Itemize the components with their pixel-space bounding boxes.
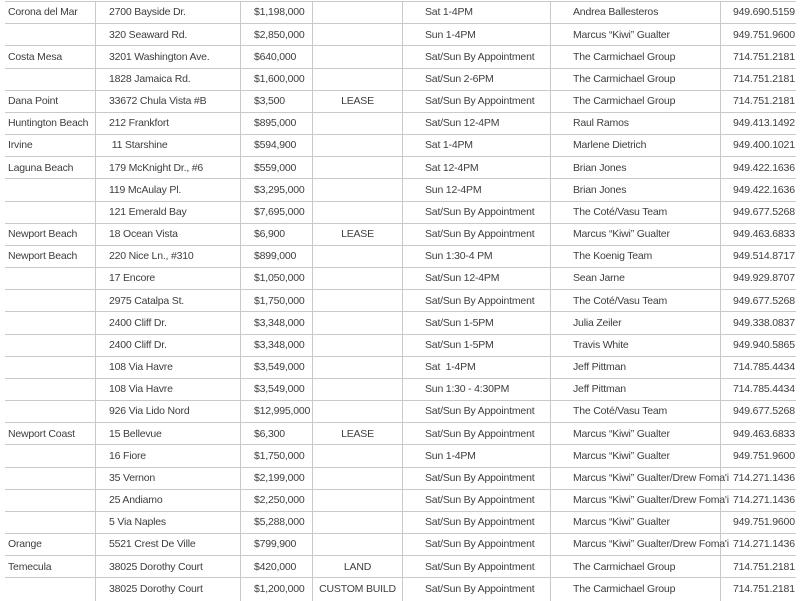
city-cell	[5, 179, 95, 200]
table-row	[5, 490, 796, 512]
price-cell: $1,750,000	[240, 445, 312, 466]
agent-cell: The Carmichael Group	[550, 578, 720, 600]
type-cell	[312, 534, 402, 555]
address-cell: 2400 Cliff Dr.	[95, 335, 240, 356]
type-cell	[312, 490, 402, 511]
table-row	[5, 534, 796, 556]
times-cell: Sat/Sun By Appointment	[402, 468, 550, 489]
phone-cell: 949.929.8707	[720, 268, 796, 289]
times-cell: Sat/Sun By Appointment	[402, 423, 550, 444]
phone-cell: 949.751.9600	[720, 24, 796, 45]
type-cell	[312, 468, 402, 489]
address-cell: 320 Seaward Rd.	[95, 24, 240, 45]
phone-cell: 714.751.2181	[720, 46, 796, 67]
agent-cell: The Coté/Vasu Team	[550, 401, 720, 422]
city-cell	[5, 490, 95, 511]
phone-cell: 949.751.9600	[720, 512, 796, 533]
type-cell	[312, 290, 402, 311]
address-cell: 15 Bellevue	[95, 423, 240, 444]
agent-cell: The Carmichael Group	[550, 91, 720, 112]
address-cell: 11 Starshine	[95, 135, 240, 156]
type-cell	[312, 157, 402, 178]
city-cell	[5, 202, 95, 223]
type-cell	[312, 69, 402, 90]
price-cell: $1,200,000	[240, 578, 312, 600]
city-cell: Irvine	[8, 139, 33, 152]
price-cell: $3,549,000	[240, 357, 312, 378]
times-cell: Sat 1-4PM	[402, 2, 550, 23]
address-cell: 926 Via Lido Nord	[95, 401, 240, 422]
phone-cell: 949.422.1636	[720, 179, 796, 200]
table-row	[5, 401, 796, 423]
phone-cell: 949.677.5268	[720, 290, 796, 311]
times-cell: Sat/Sun 1-5PM	[402, 335, 550, 356]
type-cell	[312, 268, 402, 289]
price-cell: $6,300	[240, 423, 312, 444]
type-cell	[312, 135, 402, 156]
price-cell: $895,000	[240, 113, 312, 134]
phone-cell: 949.690.5159	[720, 2, 796, 23]
price-cell: $420,000	[240, 556, 312, 577]
type-cell: LAND	[312, 556, 402, 577]
table-row	[5, 246, 796, 268]
phone-cell: 714.271.1436	[720, 534, 796, 555]
price-cell: $1,600,000	[240, 69, 312, 90]
city-cell	[5, 312, 95, 333]
agent-cell: Sean Jarne	[550, 268, 720, 289]
phone-cell: 949.463.6833	[720, 423, 796, 444]
type-cell	[312, 113, 402, 134]
address-cell: 5521 Crest De Ville	[95, 534, 240, 555]
times-cell: Sat/Sun By Appointment	[402, 224, 550, 245]
table-row	[5, 224, 796, 246]
table-row	[5, 69, 796, 91]
times-cell: Sat/Sun By Appointment	[402, 490, 550, 511]
address-cell: 18 Ocean Vista	[95, 224, 240, 245]
address-cell: 33672 Chula Vista #B	[95, 91, 240, 112]
phone-cell: 714.271.1436	[720, 468, 796, 489]
type-cell	[312, 401, 402, 422]
address-cell: 212 Frankfort	[95, 113, 240, 134]
agent-cell: Marlene Dietrich	[550, 135, 720, 156]
type-cell	[312, 2, 402, 23]
table-row	[5, 379, 796, 401]
table-row	[5, 135, 796, 157]
city-cell: Dana Point	[8, 95, 58, 108]
price-cell: $12,995,000	[240, 401, 312, 422]
city-cell	[5, 290, 95, 311]
type-cell: CUSTOM BUILD	[312, 578, 402, 600]
city-cell	[5, 445, 95, 466]
phone-cell: 949.400.1021	[720, 135, 796, 156]
table-row	[5, 578, 796, 600]
address-cell: 3201 Washington Ave.	[95, 46, 240, 67]
address-cell: 1828 Jamaica Rd.	[95, 69, 240, 90]
agent-cell: Andrea Ballesteros	[550, 2, 720, 23]
table-row	[5, 357, 796, 379]
type-cell	[312, 46, 402, 67]
city-cell	[5, 24, 95, 45]
agent-cell: Brian Jones	[550, 179, 720, 200]
address-cell: 2700 Bayside Dr.	[95, 2, 240, 23]
price-cell: $3,348,000	[240, 312, 312, 333]
agent-cell: Raul Ramos	[550, 113, 720, 134]
table-row	[5, 556, 796, 578]
city-cell	[5, 401, 95, 422]
address-cell: 2975 Catalpa St.	[95, 290, 240, 311]
agent-cell: The Koenig Team	[550, 246, 720, 267]
times-cell: Sun 1-4PM	[402, 445, 550, 466]
agent-cell: Jeff Pittman	[550, 379, 720, 400]
type-cell	[312, 312, 402, 333]
agent-cell: Travis White	[550, 335, 720, 356]
table-row	[5, 445, 796, 467]
price-cell: $3,500	[240, 91, 312, 112]
address-cell: 25 Andiamo	[95, 490, 240, 511]
agent-cell: The Coté/Vasu Team	[550, 202, 720, 223]
city-cell: Temecula	[8, 560, 52, 573]
agent-cell: The Carmichael Group	[550, 46, 720, 67]
type-cell: LEASE	[312, 91, 402, 112]
agent-cell: Marcus “Kiwi” Gualter	[550, 224, 720, 245]
address-cell: 2400 Cliff Dr.	[95, 312, 240, 333]
price-cell: $3,348,000	[240, 335, 312, 356]
times-cell: Sun 1:30-4 PM	[402, 246, 550, 267]
times-cell: Sat/Sun By Appointment	[402, 91, 550, 112]
price-cell: $559,000	[240, 157, 312, 178]
table-row	[5, 157, 796, 179]
address-cell: 5 Via Naples	[95, 512, 240, 533]
agent-cell: Julia Zeiler	[550, 312, 720, 333]
type-cell: LEASE	[312, 224, 402, 245]
type-cell	[312, 445, 402, 466]
phone-cell: 714.271.1436	[720, 490, 796, 511]
city-cell: Huntington Beach	[8, 117, 89, 130]
agent-cell: Brian Jones	[550, 157, 720, 178]
phone-cell: 714.785.4434	[720, 379, 796, 400]
price-cell: $594,900	[240, 135, 312, 156]
times-cell: Sat 1-4PM	[402, 135, 550, 156]
city-cell: Newport Beach	[8, 250, 78, 263]
price-cell: $2,850,000	[240, 24, 312, 45]
address-cell: 38025 Dorothy Court	[95, 556, 240, 577]
type-cell	[312, 379, 402, 400]
times-cell: Sat/Sun By Appointment	[402, 556, 550, 577]
table-row	[5, 312, 796, 334]
table-row	[5, 290, 796, 312]
type-cell	[312, 335, 402, 356]
city-cell	[5, 379, 95, 400]
city-cell	[5, 357, 95, 378]
times-cell: Sat/Sun By Appointment	[402, 46, 550, 67]
times-cell: Sun 1-4PM	[402, 24, 550, 45]
price-cell: $7,695,000	[240, 202, 312, 223]
price-cell: $3,549,000	[240, 379, 312, 400]
times-cell: Sun 12-4PM	[402, 179, 550, 200]
agent-cell: Jeff Pittman	[550, 357, 720, 378]
type-cell: LEASE	[312, 423, 402, 444]
times-cell: Sat/Sun By Appointment	[402, 534, 550, 555]
table-row	[5, 91, 796, 113]
address-cell: 35 Vernon	[95, 468, 240, 489]
times-cell: Sat/Sun 2-6PM	[402, 69, 550, 90]
city-cell	[5, 512, 95, 533]
times-cell: Sat/Sun 12-4PM	[402, 268, 550, 289]
price-cell: $1,050,000	[240, 268, 312, 289]
agent-cell: Marcus “Kiwi” Gualter	[550, 512, 720, 533]
address-cell: 108 Via Havre	[95, 379, 240, 400]
price-cell: $3,295,000	[240, 179, 312, 200]
times-cell: Sat/Sun By Appointment	[402, 512, 550, 533]
phone-cell: 949.338.0837	[720, 312, 796, 333]
city-cell: Corona del Mar	[8, 6, 78, 19]
city-cell	[5, 335, 95, 356]
times-cell: Sat/Sun By Appointment	[402, 578, 550, 600]
phone-cell: 949.751.9600	[720, 445, 796, 466]
agent-cell: The Carmichael Group	[550, 556, 720, 577]
type-cell	[312, 246, 402, 267]
phone-cell: 714.751.2181	[720, 578, 796, 600]
city-cell: Costa Mesa	[8, 50, 63, 63]
address-cell: 119 McAulay Pl.	[95, 179, 240, 200]
price-cell: $6,900	[240, 224, 312, 245]
price-cell: $899,000	[240, 246, 312, 267]
open-house-listings-table	[5, 1, 796, 601]
city-cell: Newport Beach	[8, 228, 78, 241]
address-cell: 220 Nice Ln., #310	[95, 246, 240, 267]
phone-cell: 714.751.2181	[720, 91, 796, 112]
address-cell: 179 McKnight Dr., #6	[95, 157, 240, 178]
table-row	[5, 512, 796, 534]
type-cell	[312, 512, 402, 533]
phone-cell: 714.785.4434	[720, 357, 796, 378]
price-cell: $2,199,000	[240, 468, 312, 489]
table-row	[5, 335, 796, 357]
type-cell	[312, 202, 402, 223]
address-cell: 16 Fiore	[95, 445, 240, 466]
address-cell: 108 Via Havre	[95, 357, 240, 378]
times-cell: Sat/Sun By Appointment	[402, 202, 550, 223]
agent-cell: Marcus “Kiwi” Gualter	[550, 423, 720, 444]
times-cell: Sat 1-4PM	[402, 357, 550, 378]
phone-cell: 949.940.5865	[720, 335, 796, 356]
price-cell: $1,750,000	[240, 290, 312, 311]
agent-cell: Marcus “Kiwi” Gualter/Drew Foma'i	[550, 468, 720, 489]
type-cell	[312, 357, 402, 378]
phone-cell: 949.677.5268	[720, 401, 796, 422]
phone-cell: 714.751.2181	[720, 556, 796, 577]
times-cell: Sat 12-4PM	[402, 157, 550, 178]
agent-cell: Marcus “Kiwi” Gualter/Drew Foma'i	[550, 490, 720, 511]
type-cell	[312, 179, 402, 200]
city-cell	[5, 578, 95, 600]
price-cell: $799,900	[240, 534, 312, 555]
price-cell: $2,250,000	[240, 490, 312, 511]
table-row	[5, 202, 796, 224]
city-cell: Orange	[8, 538, 42, 551]
city-cell: Newport Coast	[8, 427, 75, 440]
city-cell	[5, 268, 95, 289]
table-row	[5, 423, 796, 445]
table-row	[5, 113, 796, 135]
city-cell	[5, 468, 95, 489]
times-cell: Sun 1:30 - 4:30PM	[402, 379, 550, 400]
price-cell: $5,288,000	[240, 512, 312, 533]
phone-cell: 949.463.6833	[720, 224, 796, 245]
table-row	[5, 24, 796, 46]
table-row	[5, 46, 796, 68]
table-row	[5, 179, 796, 201]
address-cell: 17 Encore	[95, 268, 240, 289]
agent-cell: Marcus “Kiwi” Gualter	[550, 445, 720, 466]
phone-cell: 714.751.2181	[720, 69, 796, 90]
agent-cell: Marcus “Kiwi” Gualter/Drew Foma'i	[550, 534, 720, 555]
agent-cell: The Coté/Vasu Team	[550, 290, 720, 311]
times-cell: Sat/Sun By Appointment	[402, 401, 550, 422]
table-row	[5, 468, 796, 490]
price-cell: $640,000	[240, 46, 312, 67]
table-row	[5, 2, 796, 24]
phone-cell: 949.422.1636	[720, 157, 796, 178]
agent-cell: The Carmichael Group	[550, 69, 720, 90]
type-cell	[312, 24, 402, 45]
agent-cell: Marcus “Kiwi” Gualter	[550, 24, 720, 45]
phone-cell: 949.413.1492	[720, 113, 796, 134]
phone-cell: 949.677.5268	[720, 202, 796, 223]
city-cell	[5, 69, 95, 90]
address-cell: 38025 Dorothy Court	[95, 578, 240, 600]
address-cell: 121 Emerald Bay	[95, 202, 240, 223]
city-cell: Laguna Beach	[8, 161, 74, 174]
price-cell: $1,198,000	[240, 2, 312, 23]
table-row	[5, 268, 796, 290]
times-cell: Sat/Sun By Appointment	[402, 290, 550, 311]
phone-cell: 949.514.8717	[720, 246, 796, 267]
times-cell: Sat/Sun 12-4PM	[402, 113, 550, 134]
times-cell: Sat/Sun 1-5PM	[402, 312, 550, 333]
